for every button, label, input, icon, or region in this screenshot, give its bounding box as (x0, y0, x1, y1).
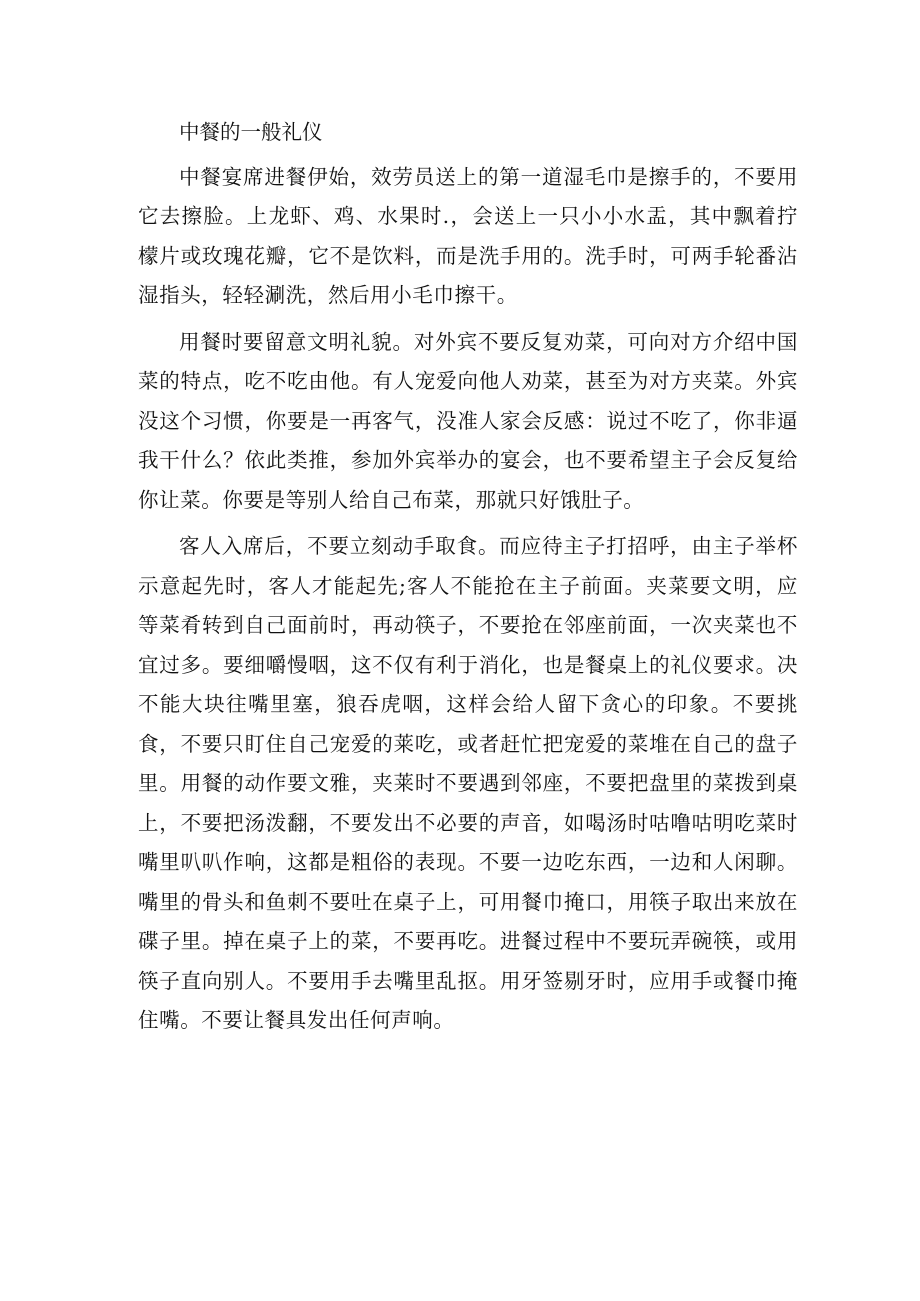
paragraph-3: 客人入席后，不要立刻动手取食。而应待主子打招呼，由主子举杯示意起先时，客人才能起先;客人不能抢在主子前面。夹菜要文明，应等菜肴转到自己面前时，再动筷子，不要抢在邻座前面，一次夹菜也不宜过多。要细嚼慢咽，这不仅有利于消化，也是餐桌上的礼仪要求。决不能大块往嘴里塞，狼吞虎咽，这样会给人留下贪心的印象。不要挑食，不要只盯住自己宠爱的莱吃，或者赶忙把宠爱的菜堆在自己的盘子里。用餐的动作要文雅，夹莱时不要遇到邻座，不要把盘里的菜拨到桌上，不要把汤泼翻，不要发出不必要的声音，如喝汤时咕噜咕明吃菜时嘴里叭叭作响，这都是粗俗的表现。不要一边吃东西，一边和人闲聊。嘴里的骨头和鱼刺不要吐在桌子上，可用餐巾掩口，用筷子取出来放在碟子里。掉在桌子上的菜，不要再吃。进餐过程中不要玩弄碗筷，或用筷子直向别人。不要用手去嘴里乱抠。用牙签剔牙时，应用手或餐巾掩住嘴。不要让餐具发出任何声响。 (138, 534, 798, 1032)
document-title: 中餐的一般礼仪 (179, 120, 323, 144)
paragraph-1: 中餐宴席进餐伊始，效劳员送上的第一道湿毛巾是擦手的，不要用它去擦脸。上龙虾、鸡、水果时.，会送上一只小小水盂，其中飘着拧檬片或玫瑰花瓣，它不是饮料，而是洗手用的。洗手时，可两手轮番沾湿指头，轻轻涮洗，然后用小毛巾擦干。 (138, 164, 798, 307)
paragraph-2: 用餐时要留意文明礼貌。对外宾不要反复劝菜，可向对方介绍中国菜的特点，吃不吃由他。有人宠爱向他人劝菜，甚至为对方夹菜。外宾没这个习惯，你要是一再客气，没准人家会反感：说过不吃了，你非逼我干什么？依此类推，参加外宾举办的宴会，也不要希望主子会反复给你让菜。你要是等别人给自己布菜，那就只好饿肚子。 (138, 329, 798, 512)
document-body (138, 113, 798, 1048)
